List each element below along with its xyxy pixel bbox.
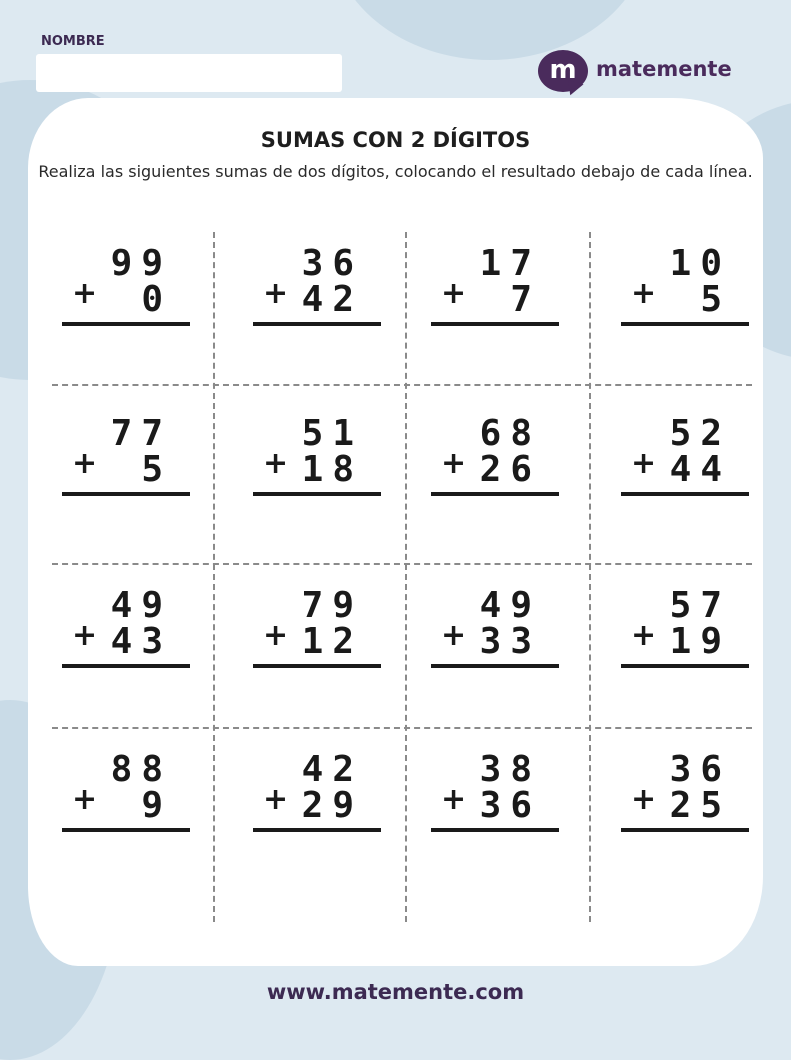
answer-line[interactable]: [621, 828, 749, 832]
answer-line[interactable]: [621, 322, 749, 326]
addition-problem: [62, 748, 190, 840]
addend-bottom: 9: [141, 785, 172, 826]
plus-sign: +: [441, 618, 467, 653]
addend-top: 49: [479, 585, 541, 626]
grid-divider-horizontal: [52, 384, 752, 386]
plus-sign: +: [263, 618, 289, 653]
addend-bottom: 0: [141, 279, 172, 320]
grid-divider-vertical: [589, 232, 591, 922]
answer-line[interactable]: [431, 828, 559, 832]
addition-problem: [431, 748, 559, 840]
answer-line[interactable]: [621, 664, 749, 668]
addend-bottom: 26: [479, 449, 541, 490]
addition-problem: [621, 584, 749, 676]
addend-top: 57: [669, 585, 731, 626]
addend-bottom: 42: [301, 279, 363, 320]
answer-line[interactable]: [253, 664, 381, 668]
grid-divider-horizontal: [52, 563, 752, 565]
plus-sign: +: [72, 782, 98, 817]
name-label: NOMBRE: [41, 34, 105, 49]
plus-sign: +: [263, 782, 289, 817]
addend-bottom: 36: [479, 785, 541, 826]
plus-sign: +: [263, 276, 289, 311]
plus-sign: +: [72, 618, 98, 653]
answer-line[interactable]: [253, 492, 381, 496]
answer-line[interactable]: [431, 664, 559, 668]
addend-top: 79: [301, 585, 363, 626]
plus-sign: +: [631, 446, 657, 481]
name-field[interactable]: [36, 54, 342, 92]
addend-top: 10: [669, 243, 731, 284]
addend-bottom: 5: [141, 449, 172, 490]
addend-top: 51: [301, 413, 363, 454]
addend-top: 36: [301, 243, 363, 284]
answer-line[interactable]: [253, 828, 381, 832]
addend-top: 99: [110, 243, 172, 284]
addend-bottom: 25: [669, 785, 731, 826]
plus-sign: +: [441, 276, 467, 311]
addend-top: 38: [479, 749, 541, 790]
grid-divider-vertical: [213, 232, 215, 922]
addend-top: 77: [110, 413, 172, 454]
addition-problem: [253, 242, 381, 334]
addition-problem: [431, 412, 559, 504]
addend-top: 52: [669, 413, 731, 454]
plus-sign: +: [631, 276, 657, 311]
grid-divider-horizontal: [52, 727, 752, 729]
addition-problem: [621, 748, 749, 840]
plus-sign: +: [631, 618, 657, 653]
plus-sign: +: [263, 446, 289, 481]
addend-top: 88: [110, 749, 172, 790]
addend-top: 68: [479, 413, 541, 454]
answer-line[interactable]: [253, 322, 381, 326]
page-title: SUMAS CON 2 DÍGITOS: [260, 128, 531, 152]
plus-sign: +: [441, 782, 467, 817]
answer-line[interactable]: [62, 828, 190, 832]
logo-letter: m: [549, 55, 577, 85]
addition-problem: [621, 242, 749, 334]
plus-sign: +: [631, 782, 657, 817]
addend-bottom: 5: [700, 279, 731, 320]
addition-problem: [431, 584, 559, 676]
addend-top: 17: [479, 243, 541, 284]
addition-problem: [253, 748, 381, 840]
plus-sign: +: [72, 446, 98, 481]
addend-bottom: 44: [669, 449, 731, 490]
plus-sign: +: [72, 276, 98, 311]
addend-bottom: 18: [301, 449, 363, 490]
answer-line[interactable]: [621, 492, 749, 496]
addition-problem: [62, 584, 190, 676]
addend-top: 42: [301, 749, 363, 790]
grid-divider-vertical: [405, 232, 407, 922]
addend-bottom: 12: [301, 621, 363, 662]
background-circle: [330, 0, 650, 60]
addend-bottom: 43: [110, 621, 172, 662]
instructions: Realiza las siguientes sumas de dos dígitos, colocando el resultado debajo de cada línea.: [38, 162, 753, 181]
addition-problem: [62, 412, 190, 504]
addition-problem: [621, 412, 749, 504]
answer-line[interactable]: [62, 492, 190, 496]
addend-bottom: 33: [479, 621, 541, 662]
addend-top: 36: [669, 749, 731, 790]
logo-text: matemente: [596, 57, 732, 81]
answer-line[interactable]: [431, 492, 559, 496]
addition-problem: [62, 242, 190, 334]
answer-line[interactable]: [62, 322, 190, 326]
footer-url: www.matemente.com: [266, 980, 525, 1004]
addend-bottom: 7: [510, 279, 541, 320]
plus-sign: +: [441, 446, 467, 481]
addend-bottom: 19: [669, 621, 731, 662]
addition-problem: [431, 242, 559, 334]
addition-problem: [253, 412, 381, 504]
answer-line[interactable]: [431, 322, 559, 326]
addition-problem: [253, 584, 381, 676]
addend-bottom: 29: [301, 785, 363, 826]
addend-top: 49: [110, 585, 172, 626]
answer-line[interactable]: [62, 664, 190, 668]
